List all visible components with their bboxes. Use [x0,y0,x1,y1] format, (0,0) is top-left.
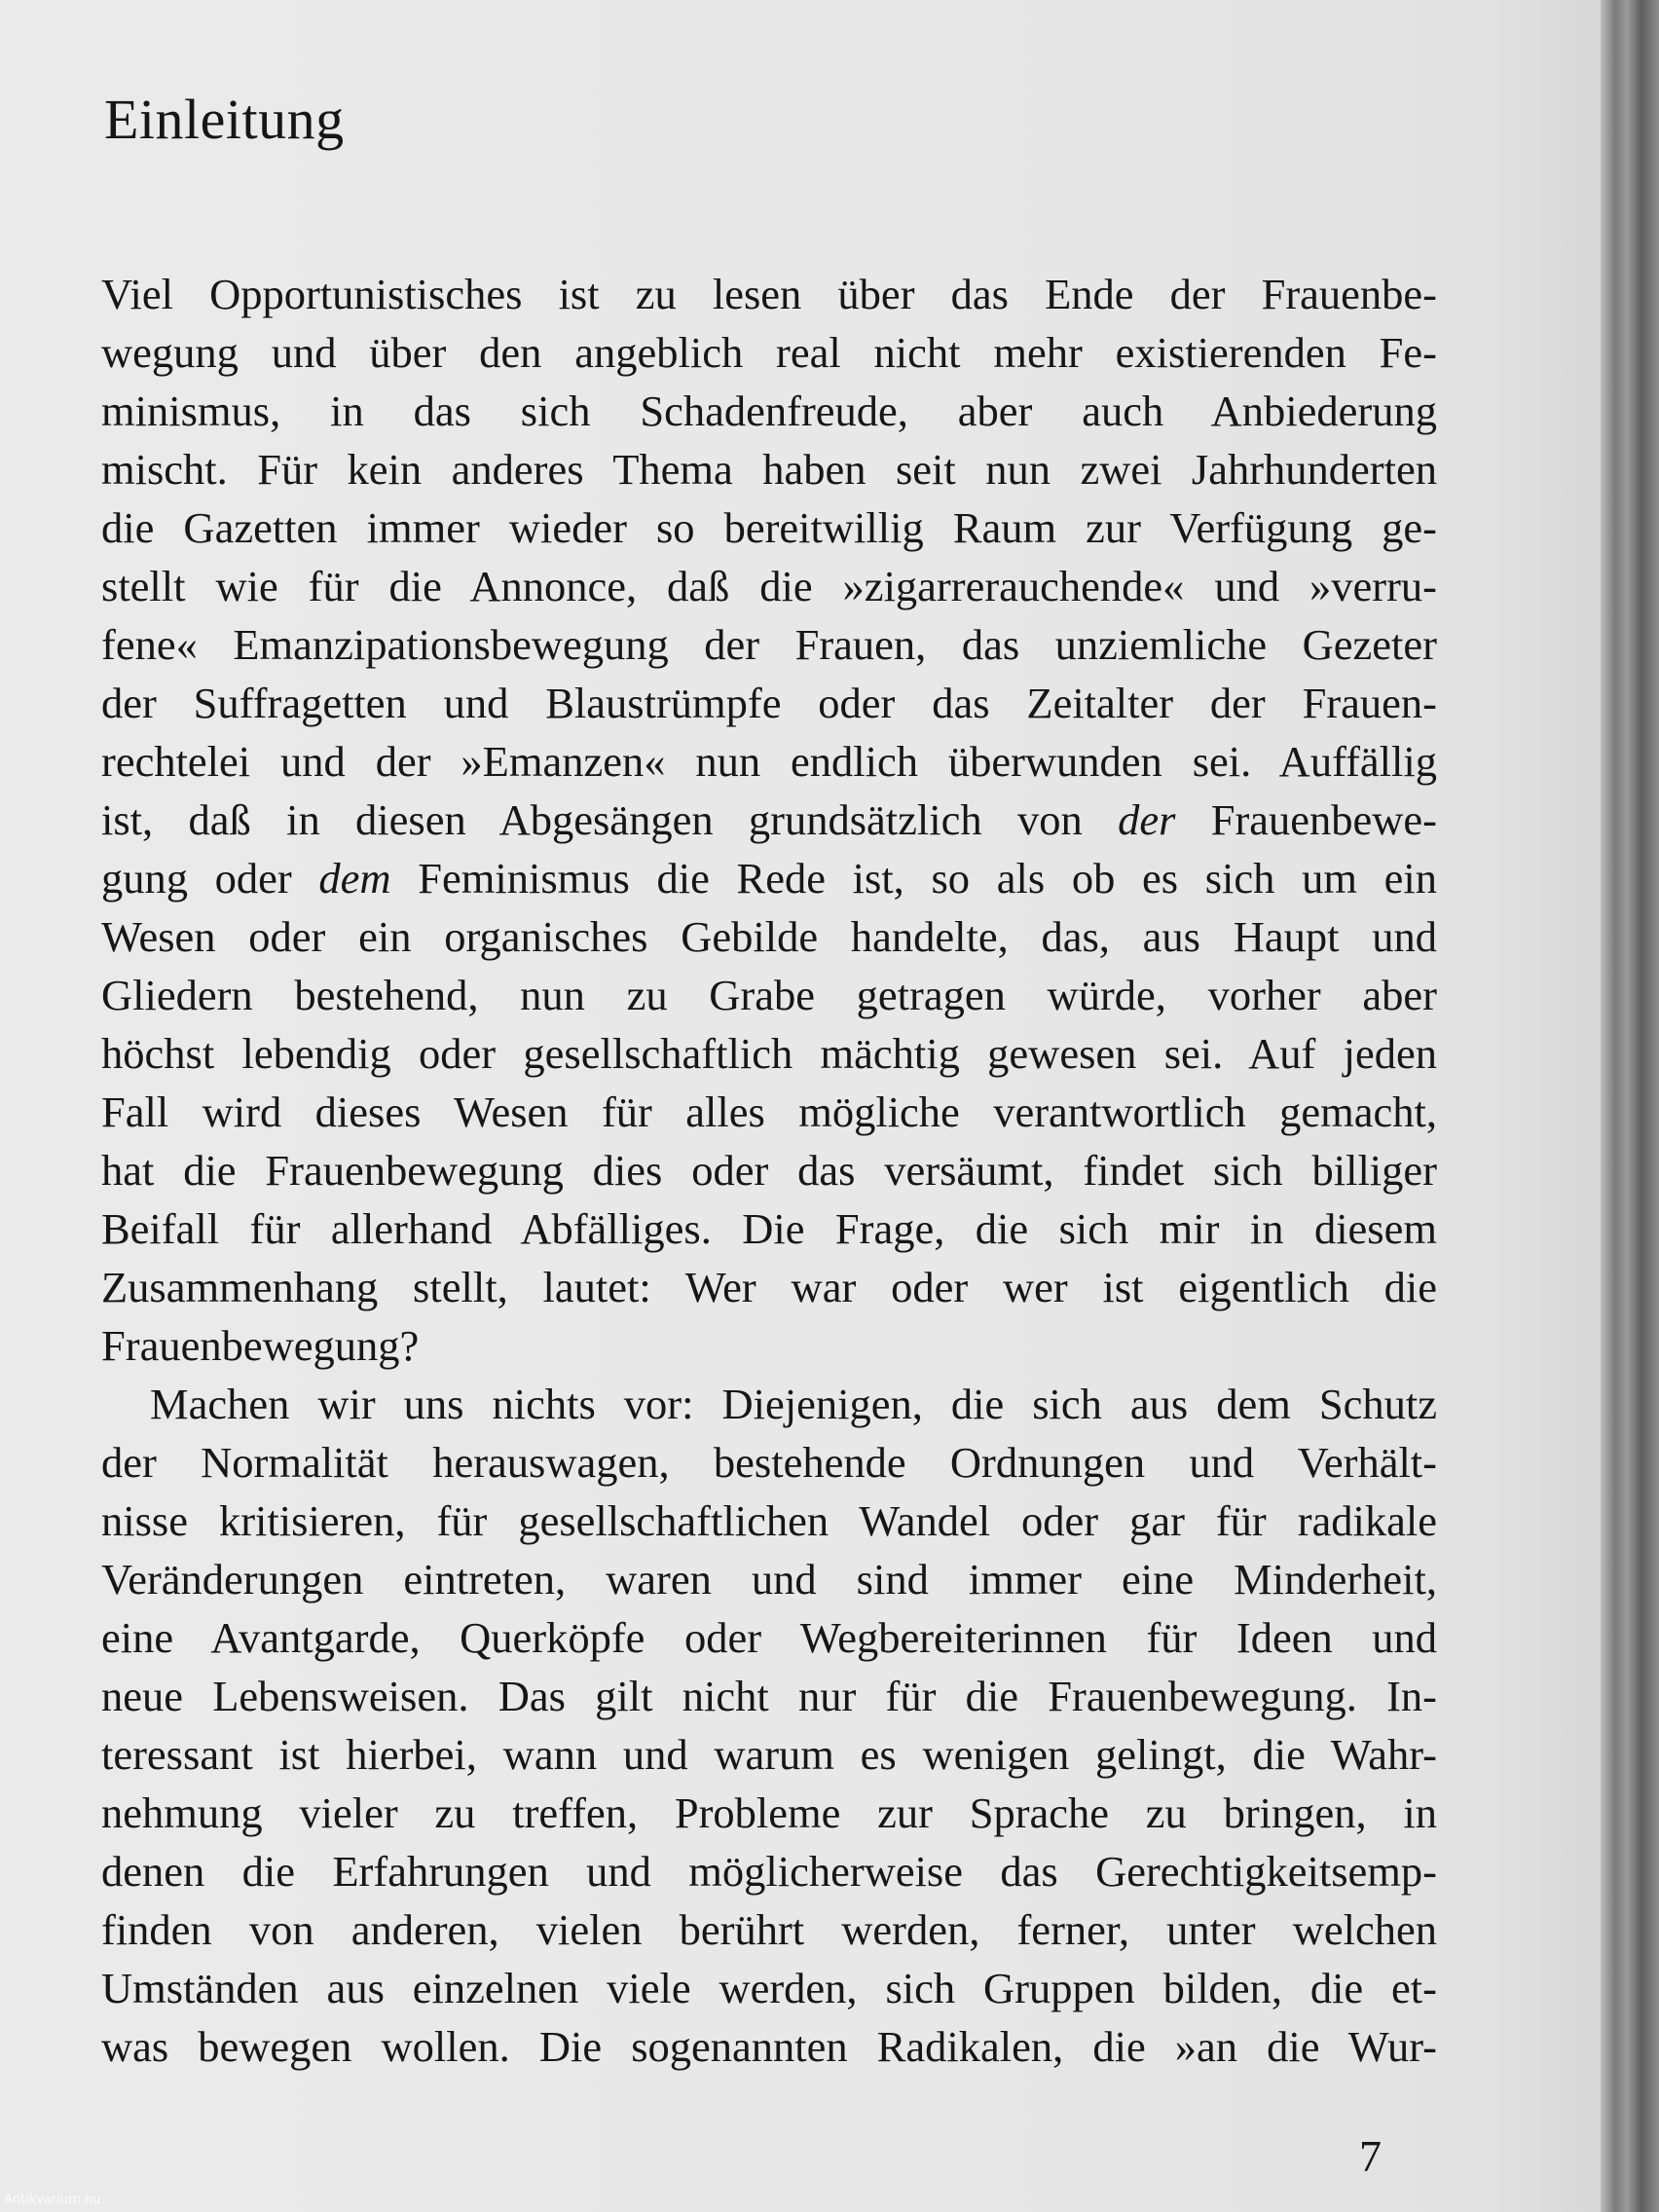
watermark: Antikvarium.hu [4,2193,101,2207]
text-line: Gliedern bestehend, nun zu Grabe getragen würde, vorher aber [101,971,1437,1019]
italic-word: dem [318,854,391,903]
text-line: Machen wir uns nichts vor: Diejenigen, die sich aus dem Schutz [150,1380,1437,1428]
text-line: Wesen oder ein organisches Gebilde handelte, das, aus Haupt und [101,912,1437,961]
body-text [101,265,1437,2076]
text-line: nehmung vieler zu treffen, Probleme zur Sprache zu bringen, in [101,1788,1437,1837]
text-segment: ist, daß in diesen Abgesängen grundsätzlich von [101,795,1119,844]
text-line: höchst lebendig oder gesellschaftlich mächtig gewesen sei. Auf jeden [101,1029,1437,1078]
text-line: Veränderungen eintreten, waren und sind immer eine Minderheit, [101,1555,1437,1604]
text-line: finden von anderen, vielen berührt werden, ferner, unter welchen [101,1905,1437,1954]
italic-word: der [1118,795,1176,844]
text-line: mischt. Für kein anderes Thema haben seit nun zwei Jahrhunderten [101,445,1437,494]
text-line: der Suffragetten und Blaustrümpfe oder das Zeitalter der Frauen- [101,679,1437,727]
text-line: teressant ist hierbei, wann und warum es wenigen gelingt, die Wahr- [101,1730,1437,1779]
text-line: was bewegen wollen. Die sogenannten Radikalen, die »an die Wur- [101,2022,1437,2071]
text-line: Viel Opportunistisches ist zu lesen über das Ende der Frauenbe- [101,270,1437,318]
text-line: Umständen aus einzelnen viele werden, sich Gruppen bilden, die et- [101,1964,1437,2012]
text-line: hat die Frauenbewegung dies oder das versäumt, findet sich billiger [101,1146,1437,1195]
text-line: denen die Erfahrungen und möglicherweise das Gerechtigkeitsemp- [101,1847,1437,1896]
page-number: 7 [1359,2131,1382,2181]
text-segment: gung oder [101,854,319,903]
text-line: die Gazetten immer wieder so bereitwillig Raum zur Verfügung ge- [101,503,1437,552]
text-line: Fall wird dieses Wesen für alles mögliche verantwortlich gemacht, [101,1088,1437,1136]
text-line: nisse kritisieren, für gesellschaftlichen Wandel oder gar für radikale [101,1496,1437,1545]
book-page-edge [1601,0,1659,2212]
text-line: fene« Emanzipationsbewegung der Frauen, das unziemliche Gezeter [101,620,1437,669]
text-line: wegung und über den angeblich real nicht mehr existierenden Fe- [101,328,1437,377]
text-line [101,849,1437,907]
text-line: Frauenbewegung? [101,1321,420,1370]
text-line: der Normalität herauswagen, bestehende Ordnungen und Verhält- [101,1438,1437,1487]
text-line: stellt wie für die Annonce, daß die »zigarrerauchende« und »verru- [101,562,1437,610]
text-line [101,791,1437,849]
text-line: Beifall für allerhand Abfälliges. Die Frage, die sich mir in diesem [101,1204,1437,1253]
text-line: minismus, in das sich Schadenfreude, aber auch Anbiederung [101,387,1437,435]
chapter-heading: Einleitung [104,88,345,151]
text-line: neue Lebensweisen. Das gilt nicht nur für die Frauenbewegung. In- [101,1672,1437,1720]
text-segment: Frauenbewe- [1175,795,1438,844]
text-segment: Feminismus die Rede ist, so als ob es sich um ein [390,854,1437,903]
text-line: Zusammenhang stellt, lautet: Wer war oder wer ist eigentlich die [101,1263,1437,1311]
text-line: rechtelei und der »Emanzen« nun endlich überwunden sei. Auffällig [101,737,1437,786]
text-line: eine Avantgarde, Querköpfe oder Wegbereiterinnen für Ideen und [101,1613,1437,1662]
